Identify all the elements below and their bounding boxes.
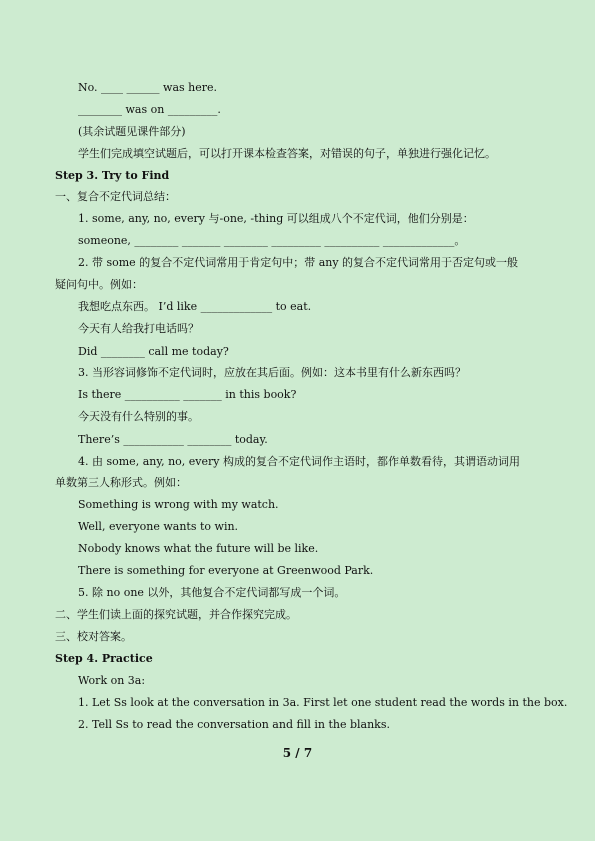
text-line: 3. 当形容词修饰不定代词时，应放在其后面。例如：这本书里有什么新东西吗？	[78, 366, 466, 379]
text-line: Nobody knows what the future will be like.	[78, 542, 319, 555]
text-line: 今天有人给我打电话吗？	[78, 322, 199, 335]
subheading: 三、校对答案。	[55, 630, 132, 643]
text-line: 我想吃点东西。 I’d like _____________ to eat.	[78, 300, 312, 313]
text-line: Is there __________ _______ in this book?	[78, 388, 297, 401]
text-line: 2. 带 some 的复合不定代词常用于肯定句中；带 any 的复合不定代词常用于否定句或一般	[78, 256, 519, 269]
text-line: 5. 除 no one 以外，其他复合不定代词都写成一个词。	[78, 586, 346, 599]
text-line: 疑问句中。例如：	[55, 278, 143, 291]
text-line: Well, everyone wants to win.	[78, 520, 239, 533]
text-line: someone, ________ _______ ________ _________ __________ _____________。	[78, 234, 466, 247]
text-line: There is something for everyone at Greenwood Park.	[78, 564, 374, 577]
text-line: Something is wrong with my watch.	[78, 498, 279, 511]
text-line: 单数第三人称形式。例如：	[55, 476, 187, 489]
text-line: Work on 3a:	[78, 674, 146, 687]
text-line: No. ____ ______ was here.	[78, 81, 218, 94]
subheading: 一、复合不定代词总结：	[55, 190, 176, 203]
text-line: There’s ___________ ________ today.	[78, 433, 268, 446]
text-line: 学生们完成填空试题后，可以打开课本检查答案，对错误的句子，单独进行强化记忆。	[78, 147, 496, 160]
page-number: 5 / 7	[282, 746, 313, 760]
text-line: ________ was on _________.	[78, 103, 221, 116]
text-line: Did ________ call me today?	[78, 345, 229, 358]
section-heading-step3: Step 3. Try to Find	[55, 169, 170, 182]
text-line: 1. Let Ss look at the conversation in 3a. First let one student read the words in the box.	[78, 696, 568, 709]
subheading: 二、学生们读上面的探究试题，并合作探究完成。	[55, 608, 297, 621]
text-line: 2. Tell Ss to read the conversation and fill in the blanks.	[78, 718, 390, 731]
text-line: 4. 由 some, any, no, every 构成的复合不定代词作主语时，都作单数看待，其谓语动词用	[78, 455, 520, 468]
section-heading-step4: Step 4. Practice	[55, 652, 153, 665]
text-line: (其余试题见课件部分)	[78, 125, 186, 138]
text-line: 1. some, any, no, every 与-one, -thing 可以组成八个不定代词，他们分别是：	[78, 212, 474, 225]
text-line: 今天没有什么特别的事。	[78, 410, 199, 423]
